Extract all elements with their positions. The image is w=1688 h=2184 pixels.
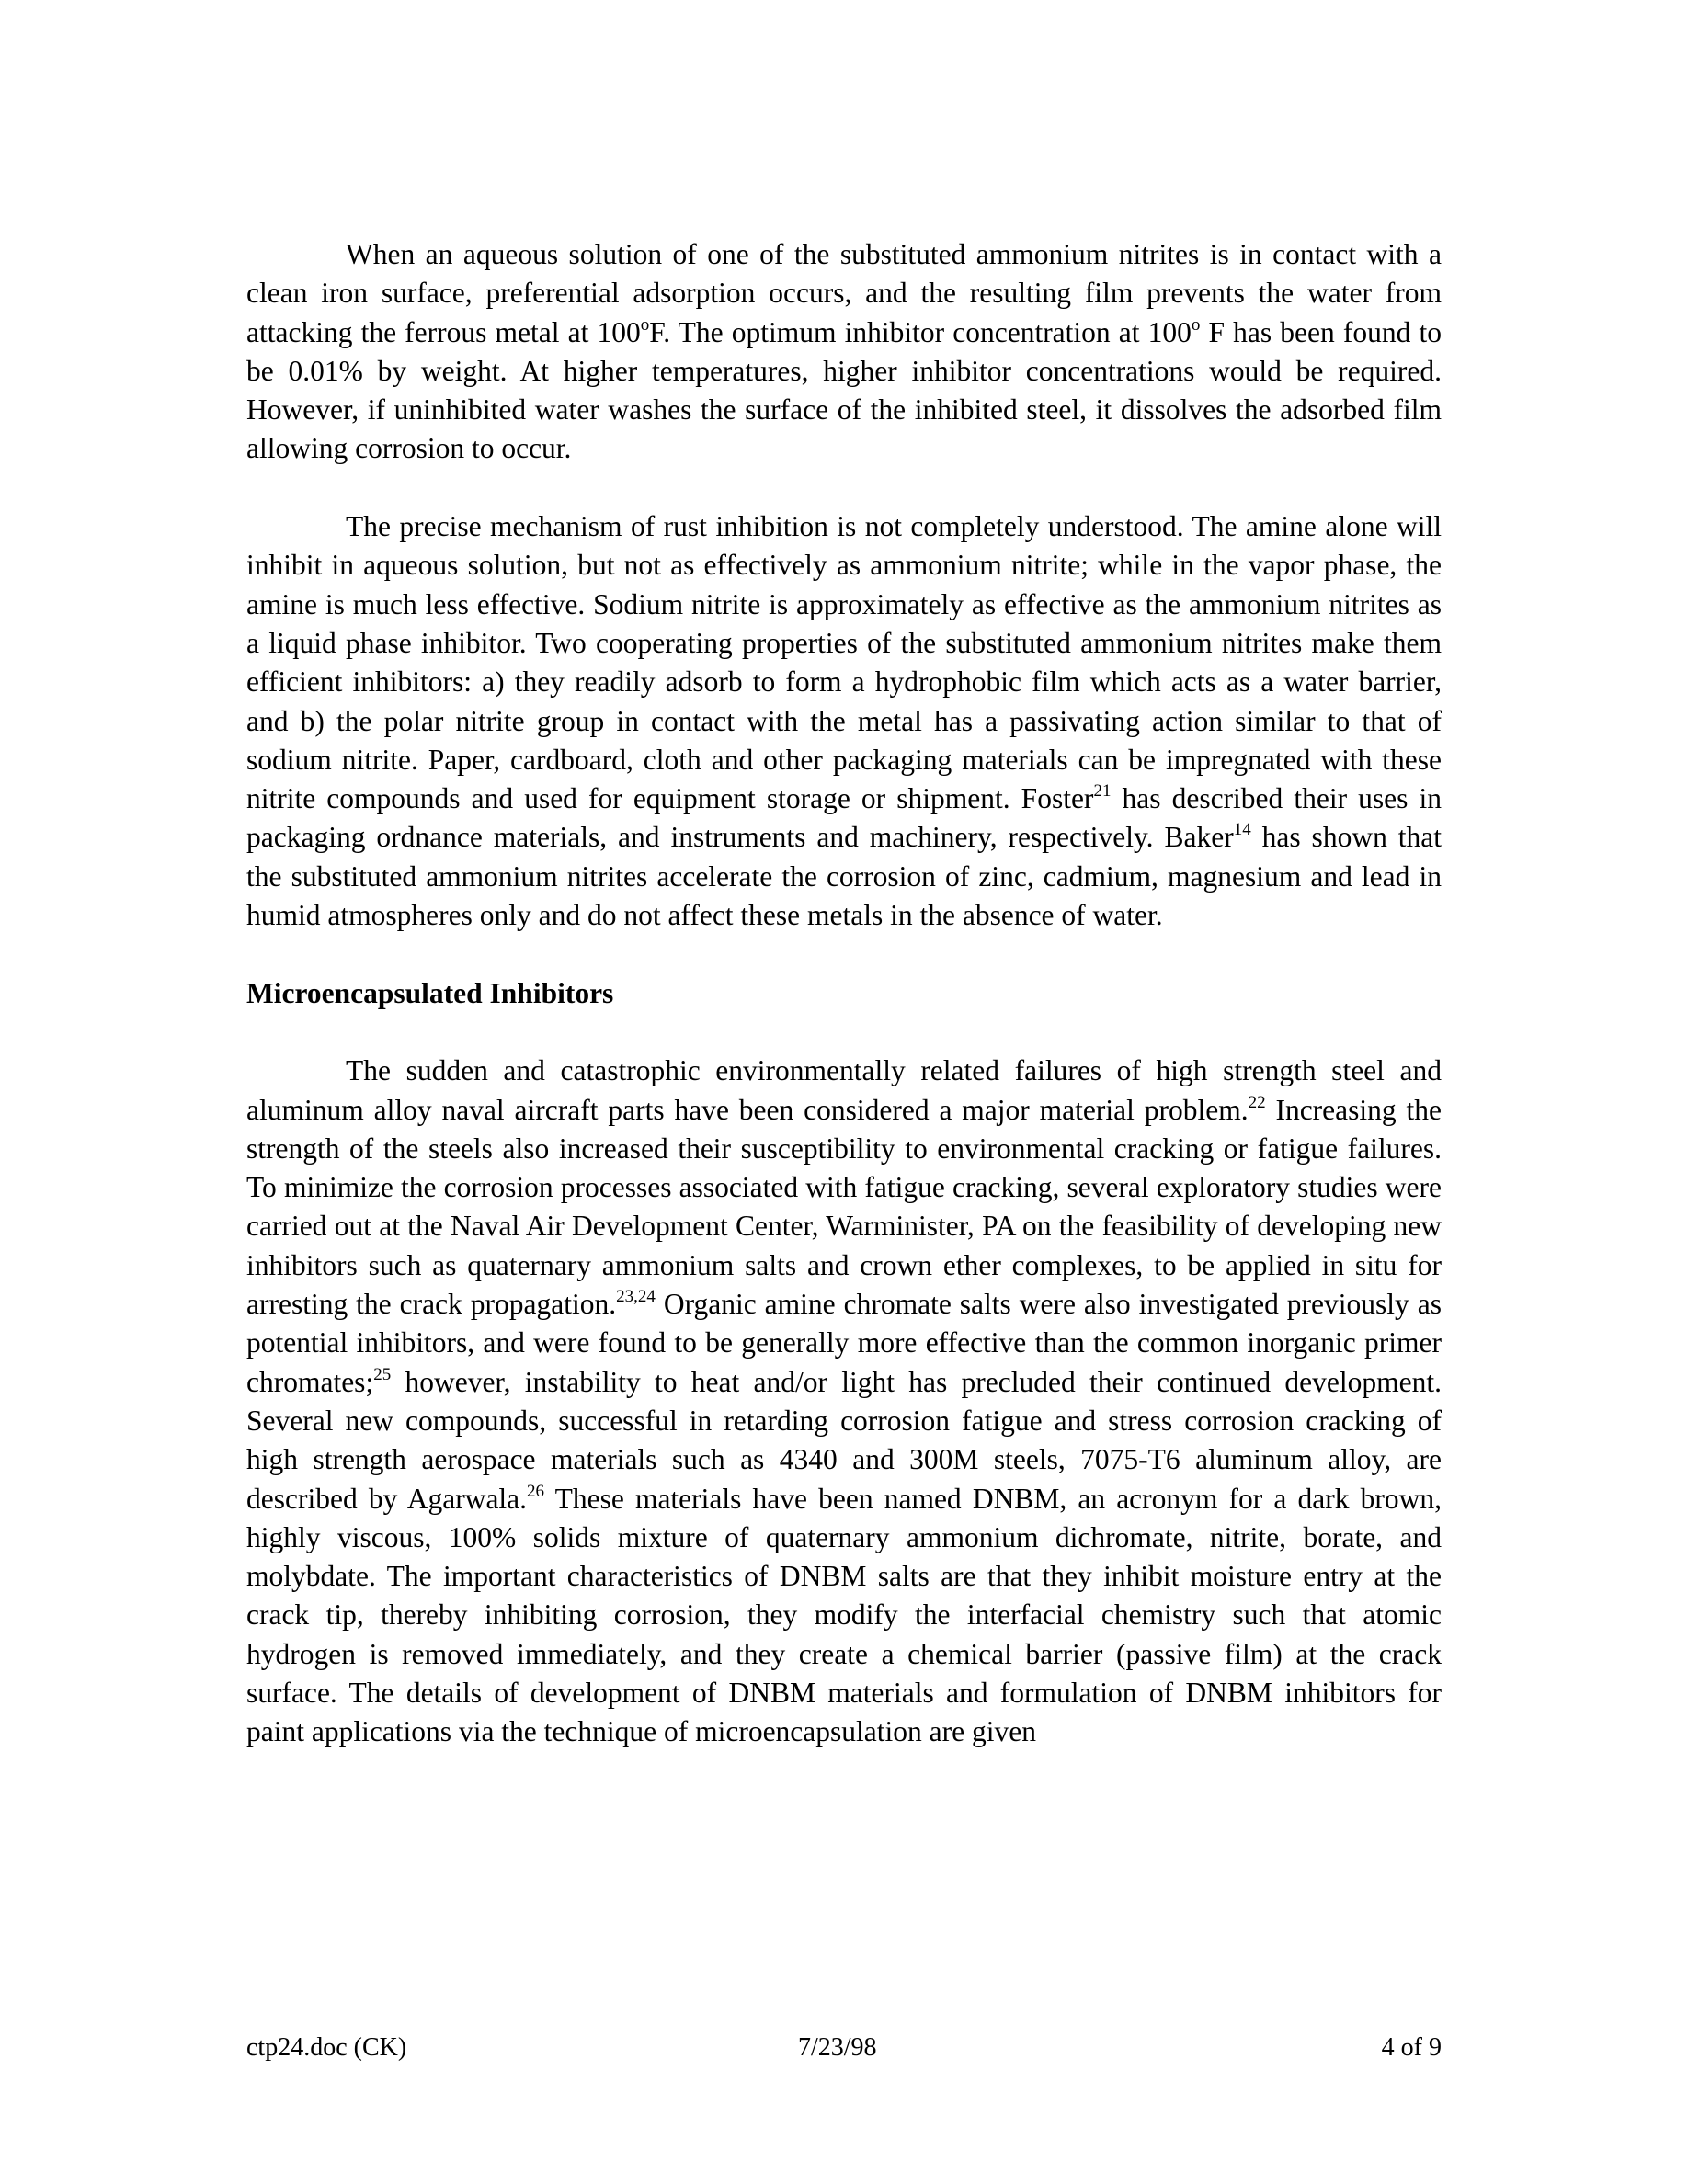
paragraph-2-text-2: has described their uses in packaging ordnance materials, and instruments and machinery, respectively. Baker (246, 782, 1442, 854)
footer-page-number: 4 of 9 (1381, 2033, 1442, 2062)
paragraph-3-text-3: Organic amine chromate salts were also investigated previously as potential inhibitors, and were found to be generally more effective than the common inorganic primer chromates; (246, 1288, 1442, 1398)
footnote-ref-21: 21 (1093, 781, 1112, 802)
page-footer (246, 2033, 1442, 2063)
paragraph-2-text-3: has shown that the substituted ammonium nitrites accelerate the corrosion of zinc, cadmium, magnesium and lead in humid atmospheres only and do not affect these metals in the absence of water. (246, 821, 1442, 932)
paragraph-3-text-2: Increasing the strength of the steels also increased their susceptibility to environmental cracking or fatigue failures. To minimize the corrosion processes associated with fatigue cracking, several exploratory studies were carried out at the Naval Air Development Center, Warminister, PA on the feasibility of developing new inhibitors such as quaternary ammonium salts and crown ether complexes, to be applied in situ for arresting the crack propagation. (246, 1093, 1442, 1321)
footnote-ref-23-24: 23,24 (616, 1287, 656, 1307)
paragraph-1-text-1: When an aqueous solution of one of the substituted ammonium nitrites is in contact with a clean iron surface, preferential adsorption occurs, and the resulting film prevents the water from attacking the ferrous metal at 100 (246, 238, 1442, 348)
paragraph-3-text-5: These materials have been named DNBM, an acronym for a dark brown, highly viscous, 100% solids mixture of quaternary ammonium dichromate, nitrite, borate, and molybdate. The important characteristics of DNBM salts are that they inhibit moisture entry at the crack tip, thereby inhibiting corrosion, they modify the interfacial chemistry such that atomic hydrogen is removed immediately, and they create a chemical barrier (passive film) at the crack surface. The details of development of DNBM materials and formulation of DNBM inhibitors for paint applications via the technique of microencapsulation are given (246, 1482, 1442, 1748)
footnote-ref-14: 14 (1233, 820, 1251, 840)
paragraph-1-text-3: F has been found to be 0.01% by weight. At higher temperatures, higher inhibitor concentrations would be required. However, if uninhibited water washes the surface of the inhibited steel, it dissolves the adsorbed film allowing corrosion to occur. (246, 315, 1442, 465)
paragraph-2 (246, 507, 1442, 935)
paragraph-3-text-1: The sudden and catastrophic environmentally related failures of high strength steel and aluminum alloy naval aircraft parts have been considered a major material problem. (246, 1054, 1442, 1126)
paragraph-3-text-4: however, instability to heat and/or light has precluded their continued development. Several new compounds, successful in retarding corrosion fatigue and stress corrosion cracking of high strength aerospace materials such as 4340 and 300M steels, 7075-T6 aluminum alloy, are described by Agarwala. (246, 1365, 1442, 1515)
footer-date: 7/23/98 (798, 2033, 877, 2062)
paragraph-3 (246, 1052, 1442, 1751)
footnote-ref-26: 26 (527, 1481, 545, 1501)
footnote-ref-22: 22 (1248, 1092, 1266, 1112)
superscript-degree-1: o (640, 314, 650, 335)
superscript-degree-2: o (1191, 314, 1201, 335)
document-body (246, 235, 1442, 1752)
footnote-ref-25: 25 (373, 1364, 392, 1384)
paragraph-2-text-1: The precise mechanism of rust inhibition is not completely understood. The amine alone will inhibit in aqueous solution, but not as effectively as ammonium nitrite; while in the vapor phase, the amine is much less effective. Sodium nitrite is approximately as effective as the ammonium nitrites as a liquid phase inhibitor. Two cooperating properties of the substituted ammonium nitrites make them efficient inhibitors: a) they readily adsorb to form a hydrophobic film which acts as a water barrier, and b) the polar nitrite group in contact with the metal has a passivating action similar to that of sodium nitrite. Paper, cardboard, cloth and other packaging materials can be impregnated with these nitrite compounds and used for equipment storage or shipment. Foster (246, 510, 1442, 815)
footer-filename: ctp24.doc (CK) (246, 2033, 407, 2062)
paragraph-1-text-2: F. The optimum inhibitor concentration at 100 (649, 315, 1192, 348)
section-heading: Microencapsulated Inhibitors (246, 976, 614, 1009)
paragraph-1 (246, 235, 1442, 469)
